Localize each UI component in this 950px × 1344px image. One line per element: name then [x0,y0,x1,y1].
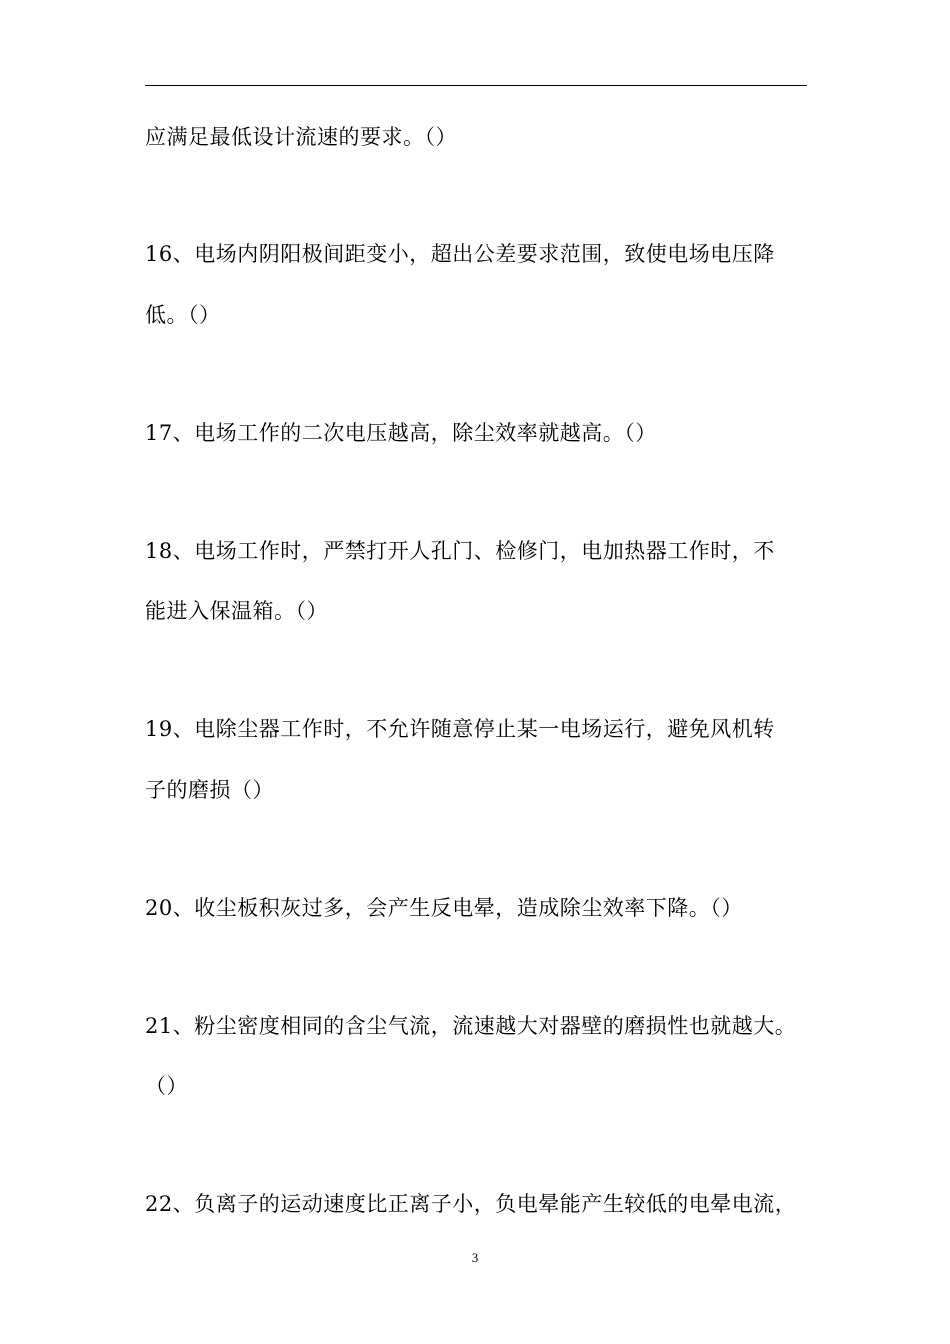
text-line: 能进入保温箱。（） [145,599,328,623]
text-line: （） [145,1074,188,1098]
text-line: 17、电场工作的二次电压越高，除尘效率就越高。（） [145,421,657,445]
text-line: 20、收尘板积灰过多，会产生反电晕，造成除尘效率下降。（） [145,896,743,920]
page-number: 3 [471,1250,479,1265]
text-line: 19、电除尘器工作时，不允许随意停止某一电场运行，避免风机转 [145,717,775,741]
text-line: 22、负离子的运动速度比正离子小，负电晕能产生较低的电晕电流， [145,1192,797,1216]
text-line: 21、粉尘密度相同的含尘气流，流速越大对器壁的磨损性也就越大。 [145,1014,797,1038]
text-line: 低。（） [145,303,221,327]
text-line: 16、电场内阴阳极间距变小，超出公差要求范围，致使电场电压降 [145,242,775,266]
header-rule [145,85,807,86]
text-line: 应满足最低设计流速的要求。（） [145,125,457,149]
text-line: 子的磨损（） [145,778,274,802]
text-line: 18、电场工作时，严禁打开人孔门、检修门，电加热器工作时，不 [145,539,775,563]
